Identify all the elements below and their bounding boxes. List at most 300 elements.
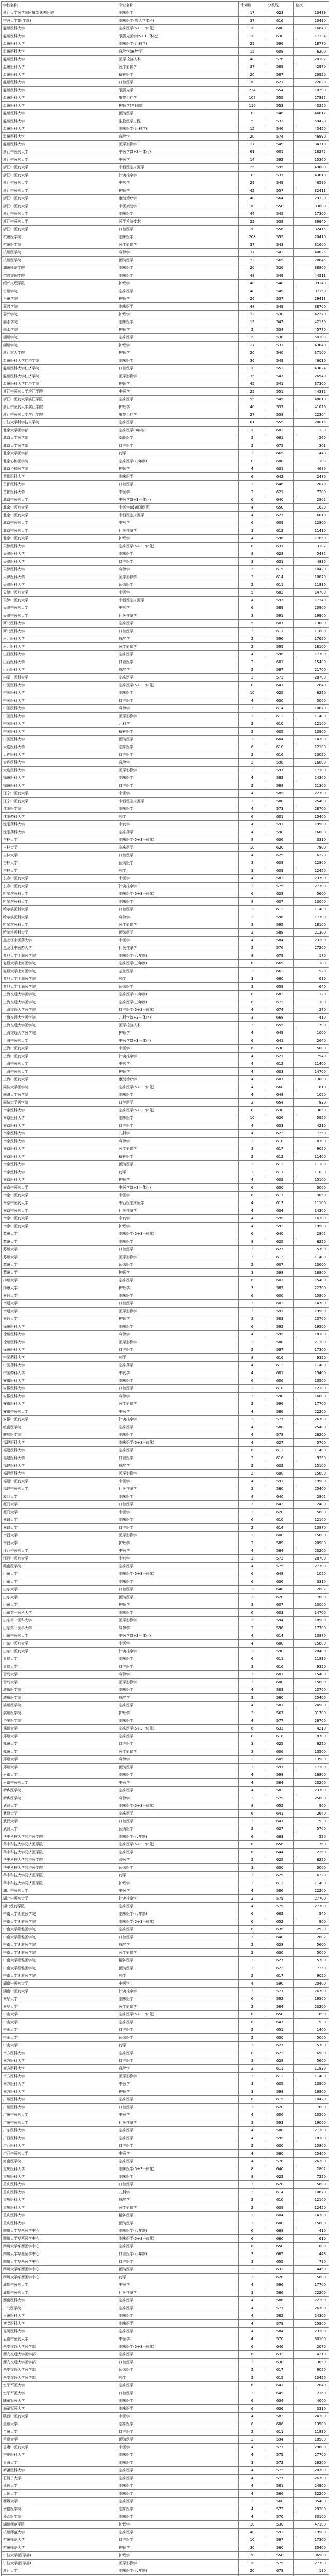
table-row — [2, 172, 329, 179]
school-cell: 厦门大学 — [2, 1493, 117, 1501]
rank-cell: 448 — [294, 2250, 329, 2258]
table-row — [2, 218, 329, 226]
score-cell: 627 — [266, 1246, 294, 1253]
school-cell: 南通大学 — [2, 1292, 117, 1300]
major-cell: 生物医学工程 — [117, 117, 239, 125]
score-cell: 587 — [266, 666, 294, 674]
major-cell: 临床医学(5+3一体化) — [117, 2011, 239, 2019]
major-cell: 护理学 — [117, 295, 239, 303]
table-row — [2, 79, 329, 87]
rank-cell: 11400 — [294, 1153, 329, 1161]
table-row — [2, 1547, 329, 1555]
table-row — [2, 2498, 329, 2505]
rank-cell: 21300 — [294, 2127, 329, 2134]
table-row — [2, 1161, 329, 1168]
school-cell: 中国医科大学 — [2, 728, 117, 736]
plan-count-cell: 6 — [239, 1841, 266, 1849]
major-cell: 口腔医学 — [117, 1122, 239, 1130]
rank-cell: 15800 — [294, 1470, 329, 1478]
school-cell: 吉林大学 — [2, 859, 117, 867]
major-cell: 麻醉学 — [117, 705, 239, 713]
major-cell: 临床医学 — [117, 1238, 239, 1246]
table-row — [2, 921, 329, 929]
table-row — [2, 674, 329, 682]
table-row — [2, 2073, 329, 2080]
rank-cell: 35400 — [294, 2498, 329, 2505]
school-cell: 青岛大学 — [2, 1671, 117, 1679]
school-cell: 上海交通大学医学院 — [2, 1014, 117, 1022]
score-cell: 598 — [266, 1771, 294, 1779]
major-cell: 麻醉学 — [117, 1624, 239, 1632]
score-cell: 620 — [266, 2104, 294, 2111]
rank-cell: 103 — [294, 457, 329, 465]
rank-cell: 11100 — [294, 1199, 329, 1207]
table-row — [2, 1083, 329, 1091]
major-cell: 口腔医学 — [117, 628, 239, 635]
rank-cell: 16800 — [294, 828, 329, 836]
rank-cell: 7250 — [294, 2173, 329, 2181]
major-cell: 口腔医学 — [117, 1385, 239, 1393]
score-cell: 650 — [266, 2243, 294, 2250]
major-cell: 口腔医学 — [117, 2428, 239, 2436]
table-row — [2, 241, 329, 249]
plan-count-cell: 2 — [239, 1462, 266, 1470]
table-row — [2, 2165, 329, 2173]
table-row — [2, 2150, 329, 2158]
table-row — [2, 1354, 329, 1362]
school-cell: 安徽中医药大学 — [2, 1408, 117, 1416]
rank-cell: 13000 — [294, 1076, 329, 1083]
school-cell: 潍坊医学院 — [2, 1686, 117, 1694]
rank-cell: 17650 — [294, 535, 329, 543]
rank-cell: 410 — [294, 2227, 329, 2235]
major-cell: 口腔医学 — [117, 2359, 239, 2366]
score-cell: 611 — [266, 2065, 294, 2073]
major-cell: 预防医学 — [117, 110, 239, 117]
major-cell: 儿科学 — [117, 1130, 239, 1138]
score-cell: 556 — [266, 226, 294, 233]
plan-count-cell: 3 — [239, 1014, 266, 1022]
major-cell: 临床医学(八年制) — [117, 2227, 239, 2235]
table-row — [2, 1609, 329, 1617]
rank-cell: 59420 — [294, 117, 329, 125]
school-cell: 郑州大学 — [2, 1748, 117, 1756]
score-cell: 598 — [266, 2088, 294, 2096]
school-cell: 广州中医药大学 — [2, 2111, 117, 2119]
score-cell: 637 — [266, 543, 294, 550]
table-row — [2, 1709, 329, 1717]
table-row — [2, 1223, 329, 1230]
rank-cell: 20400 — [294, 1980, 329, 1988]
rank-cell: 43040 — [294, 342, 329, 349]
score-cell: 660 — [266, 2235, 294, 2243]
score-cell: 605 — [266, 1756, 294, 1764]
major-cell: 护理学 — [117, 1879, 239, 1887]
school-cell: 嘉兴学院 — [2, 303, 117, 311]
rank-cell: 12100 — [294, 1516, 329, 1524]
rank-cell: 43450 — [294, 125, 329, 133]
rank-cell: 22020 — [294, 79, 329, 87]
school-cell: 浙江中医药大学 — [2, 226, 117, 233]
school-cell: 上海中医药大学 — [2, 1068, 117, 1076]
rank-cell: 2640 — [294, 682, 329, 689]
score-cell: 595 — [266, 643, 294, 651]
rank-cell: 17650 — [294, 635, 329, 643]
score-cell: 583 — [266, 875, 294, 883]
score-cell: 610 — [266, 720, 294, 728]
rank-cell: 10420 — [294, 2096, 329, 2104]
score-cell: 640 — [266, 496, 294, 504]
score-cell: 622 — [266, 1964, 294, 1972]
score-cell: 616 — [266, 1454, 294, 1462]
rank-cell: 14700 — [294, 589, 329, 597]
table-row — [2, 566, 329, 573]
rank-cell: 18500 — [294, 2436, 329, 2444]
rank-cell: 44312 — [294, 388, 329, 396]
rank-cell: 380 — [294, 960, 329, 968]
plan-count-cell: 48 — [239, 303, 266, 311]
table-body — [2, 9, 329, 2576]
plan-count-cell: 4 — [239, 2451, 266, 2459]
table-row — [2, 867, 329, 875]
school-cell: 海军军医大学 — [2, 2405, 117, 2413]
major-cell: 医学影像学 — [117, 767, 239, 774]
rank-cell: 48010 — [294, 396, 329, 403]
school-cell: 徐州医科大学 — [2, 1331, 117, 1338]
plan-count-cell: 4 — [239, 697, 266, 705]
table-row — [2, 63, 329, 71]
rank-cell: 10870 — [294, 1632, 329, 1640]
rank-cell: 26700 — [294, 1717, 329, 1725]
school-cell: 厦门大学 — [2, 1509, 117, 1516]
plan-count-cell: 3 — [239, 906, 266, 913]
plan-count-cell: 10 — [239, 365, 266, 372]
rank-cell: 38800 — [294, 264, 329, 272]
table-row — [2, 1586, 329, 1594]
rank-cell: 23200 — [294, 2328, 329, 2335]
score-cell: 547 — [266, 372, 294, 380]
rank-cell: 27700 — [294, 2560, 329, 2567]
school-cell: 上海中医药大学 — [2, 1060, 117, 1068]
plan-count-cell: 4 — [239, 512, 266, 519]
plan-count-cell: 4 — [239, 2281, 266, 2289]
plan-count-cell: 17 — [239, 9, 266, 17]
table-row — [2, 1199, 329, 1207]
table-row — [2, 1122, 329, 1130]
major-cell: 中医学 — [117, 2080, 239, 2088]
plan-count-cell: 10 — [239, 32, 266, 40]
score-cell: 610 — [266, 1516, 294, 1524]
school-cell: 浙江中医药大学滨江学院 — [2, 396, 117, 403]
score-cell: 600 — [266, 1640, 294, 1648]
school-cell: 四川大学华西医学中心 — [2, 2274, 117, 2281]
table-row — [2, 1192, 329, 1199]
school-cell: 新疆医科大学 — [2, 2467, 117, 2475]
plan-count-cell: 2 — [239, 2389, 266, 2397]
school-cell: 西安交通大学医学部 — [2, 2374, 117, 2382]
rank-cell: 4830 — [294, 558, 329, 566]
school-cell: 大理大学 — [2, 2490, 117, 2498]
plan-count-cell: 3 — [239, 2189, 266, 2196]
table-row — [2, 782, 329, 790]
table-row — [2, 1509, 329, 1516]
plan-count-cell: 2 — [239, 767, 266, 774]
score-cell: 611 — [266, 581, 294, 589]
major-cell: 临床医学(八年制) — [117, 952, 239, 960]
rank-cell: 5600 — [294, 1509, 329, 1516]
rank-cell: 11400 — [294, 1447, 329, 1454]
school-cell: 甘肃中医药大学 — [2, 2444, 117, 2451]
table-row — [2, 1153, 329, 1161]
major-cell: 麻醉学 — [117, 1331, 239, 1338]
table-row — [2, 56, 329, 63]
score-cell: 661 — [266, 434, 294, 442]
plan-count-cell: 3 — [239, 2088, 266, 2096]
major-cell: 针灸推拿学 — [117, 1207, 239, 1215]
table-row — [2, 2382, 329, 2389]
rank-cell: 13500 — [294, 1377, 329, 1385]
major-cell: 临床医学 — [117, 674, 239, 682]
table-row — [2, 1895, 329, 1903]
rank-cell: 5600 — [294, 890, 329, 898]
score-cell: 597 — [266, 597, 294, 604]
plan-count-cell: 6 — [239, 1725, 266, 1733]
school-cell: 南京医科大学 — [2, 1153, 117, 1161]
major-cell: 临床医学(八年制) — [117, 991, 239, 998]
school-cell: 上海中医药大学 — [2, 1076, 117, 1083]
score-cell: 591 — [266, 821, 294, 828]
score-cell: 553 — [266, 365, 294, 372]
rank-cell: 4210 — [294, 1725, 329, 1733]
rank-cell: 5000 — [294, 1949, 329, 1957]
table-row — [2, 148, 329, 156]
score-cell: 573 — [266, 1555, 294, 1563]
rank-cell: 15400 — [294, 813, 329, 821]
plan-count-cell: 15 — [239, 125, 266, 133]
score-cell: 555 — [266, 94, 294, 102]
school-cell: 安徽中医药大学 — [2, 1416, 117, 1423]
school-cell: 杭州师范大学 — [2, 2529, 117, 2536]
rank-cell: 18500 — [294, 1617, 329, 1624]
major-cell: 临床医学 — [117, 1849, 239, 1856]
score-cell: 669 — [266, 960, 294, 968]
rank-cell: 14700 — [294, 1068, 329, 1076]
score-cell: 575 — [266, 1903, 294, 1910]
rank-cell: 5000 — [294, 1864, 329, 1872]
score-cell: 607 — [266, 1261, 294, 1269]
plan-count-cell: 48 — [239, 272, 266, 280]
score-cell: 611 — [266, 1168, 294, 1176]
rank-cell: 15800 — [294, 1679, 329, 1686]
score-cell: 577 — [266, 2304, 294, 2312]
major-cell: 基础医学 — [117, 968, 239, 975]
school-cell: 海南医学院 — [2, 2158, 117, 2165]
school-cell: 南京医科大学 — [2, 1168, 117, 1176]
plan-count-cell: 4 — [239, 774, 266, 782]
plan-count-cell: 2 — [239, 1825, 266, 1833]
plan-count-cell: 20 — [239, 71, 266, 79]
school-cell: 吉林大学 — [2, 844, 117, 852]
school-cell: 宁波大学科学技术学院 — [2, 419, 117, 427]
plan-count-cell: 6 — [239, 2382, 266, 2389]
school-cell: 天津医科大学 — [2, 543, 117, 550]
rank-cell: 5950 — [294, 1114, 329, 1122]
rank-cell: 130 — [294, 427, 329, 434]
rank-cell: 900 — [294, 1802, 329, 1810]
school-cell: 青岛大学 — [2, 1679, 117, 1686]
rank-cell: 6200 — [294, 48, 329, 56]
plan-count-cell: 4 — [239, 2335, 266, 2343]
table-row — [2, 2042, 329, 2049]
rank-cell: 39940 — [294, 218, 329, 226]
plan-count-cell: 17 — [239, 141, 266, 148]
plan-count-cell: 2 — [239, 434, 266, 442]
major-cell: 口腔医学 — [117, 852, 239, 859]
rank-cell: 21300 — [294, 782, 329, 790]
score-cell: 641 — [266, 682, 294, 689]
rank-cell: 12100 — [294, 1385, 329, 1393]
major-cell: 针灸推拿学 — [117, 527, 239, 535]
table-row — [2, 1022, 329, 1029]
plan-count-cell: 3 — [239, 450, 266, 457]
plan-count-cell: 6 — [239, 2011, 266, 2019]
major-cell: 临床医学 — [117, 287, 239, 295]
plan-count-cell: 2 — [239, 720, 266, 728]
score-cell: 589 — [266, 63, 294, 71]
table-row — [2, 975, 329, 983]
plan-count-cell: 2 — [239, 442, 266, 450]
major-cell: 临床医学(八年制) — [117, 2567, 239, 2575]
table-row — [2, 365, 329, 372]
score-cell: 597 — [266, 1346, 294, 1354]
table-row — [2, 156, 329, 164]
school-cell: 北京大学医学部 — [2, 442, 117, 450]
major-cell: 中药学 — [117, 604, 239, 612]
school-cell: 上海交通大学医学院 — [2, 1029, 117, 1037]
rank-cell: 1400 — [294, 2026, 329, 2034]
school-cell: 天津医科大学 — [2, 581, 117, 589]
score-cell: 588 — [266, 2127, 294, 2134]
rank-cell: 610 — [294, 2235, 329, 2243]
rank-cell: 27700 — [294, 2451, 329, 2459]
plan-count-cell: 4 — [239, 2134, 266, 2142]
school-cell: 南通大学 — [2, 1308, 117, 1315]
school-cell: 空军军医大学 — [2, 2382, 117, 2389]
rank-cell: 11400 — [294, 1879, 329, 1887]
table-row — [2, 1516, 329, 1524]
plan-count-cell: 2 — [239, 782, 266, 790]
score-cell: 640 — [266, 2165, 294, 2173]
score-cell: 560 — [266, 2544, 294, 2552]
plan-count-cell: 6 — [239, 496, 266, 504]
table-row — [2, 929, 329, 937]
school-cell: 四川大学华西医学中心 — [2, 2227, 117, 2235]
rank-cell: 6220 — [294, 852, 329, 859]
score-cell: 636 — [266, 836, 294, 844]
table-row — [2, 195, 329, 202]
table-row — [2, 2196, 329, 2204]
score-cell: 644 — [266, 1849, 294, 1856]
score-cell: 616 — [266, 17, 294, 25]
rank-cell: 32411 — [294, 187, 329, 195]
school-cell: 台州学院 — [2, 287, 117, 295]
major-cell: 临床医学 — [117, 2482, 239, 2490]
rank-cell: 23700 — [294, 1787, 329, 1794]
score-cell: 617 — [266, 2366, 294, 2374]
plan-count-cell: 30 — [239, 2544, 266, 2552]
table-row — [2, 991, 329, 998]
plan-count-cell: 6 — [239, 1516, 266, 1524]
table-row — [2, 1779, 329, 1787]
table-row — [2, 1725, 329, 1733]
table-row — [2, 1663, 329, 1671]
school-cell: 西安交通大学医学部 — [2, 2351, 117, 2359]
plan-count-cell: 2 — [239, 1532, 266, 1539]
major-cell: 药学 — [117, 2274, 239, 2281]
plan-count-cell: 3 — [239, 1879, 266, 1887]
major-cell: 麻醉学 — [117, 1941, 239, 1949]
score-cell: 589 — [266, 1539, 294, 1547]
major-cell: 临床医学 — [117, 2382, 239, 2389]
table-row — [2, 1648, 329, 1655]
score-cell: 595 — [266, 1331, 294, 1338]
score-cell: 578 — [266, 1431, 294, 1439]
rank-cell: 11400 — [294, 1060, 329, 1068]
rank-cell: 18277 — [294, 148, 329, 156]
rank-cell: 19500 — [294, 1323, 329, 1331]
major-cell: 临床医学(8年制) — [117, 427, 239, 434]
rank-cell: 44511 — [294, 272, 329, 280]
score-cell: 649 — [266, 1029, 294, 1037]
plan-count-cell: 15 — [239, 48, 266, 56]
major-cell: 临床医学 — [117, 357, 239, 365]
table-row — [2, 2297, 329, 2304]
table-row — [2, 2513, 329, 2521]
table-row — [2, 465, 329, 473]
table-row — [2, 2243, 329, 2250]
rank-cell: 22200 — [294, 2289, 329, 2297]
school-cell: 哈尔滨医科大学 — [2, 890, 117, 898]
major-cell: 临床医学(5+3一体化) — [117, 682, 239, 689]
major-cell: 护理学 — [117, 535, 239, 543]
rank-cell: 3310 — [294, 836, 329, 844]
rank-cell: 2070 — [294, 481, 329, 488]
plan-count-cell: 4 — [239, 2158, 266, 2165]
major-cell: 临床医学 — [117, 2405, 239, 2413]
school-cell: 南京医科大学 — [2, 1114, 117, 1122]
table-row — [2, 303, 329, 311]
table-row — [2, 1717, 329, 1725]
table-row — [2, 1532, 329, 1539]
score-cell: 611 — [266, 628, 294, 635]
score-cell: 660 — [266, 1083, 294, 1091]
school-cell: 湖北中医药大学 — [2, 1895, 117, 1903]
rank-cell: 2640 — [294, 1810, 329, 1818]
plan-count-cell: 8 — [239, 2165, 266, 2173]
score-cell: 539 — [266, 218, 294, 226]
major-cell: 麻醉学 — [117, 666, 239, 674]
score-cell: 584 — [266, 2003, 294, 2011]
plan-count-cell: 3 — [239, 2258, 266, 2266]
plan-count-cell: 6 — [239, 1849, 266, 1856]
table-row — [2, 2281, 329, 2289]
rank-cell: 5700 — [294, 1439, 329, 1447]
table-row — [2, 403, 329, 411]
plan-count-cell: 4 — [239, 2127, 266, 2134]
plan-count-cell: 6 — [239, 1277, 266, 1284]
plan-count-cell: 20 — [239, 2567, 266, 2575]
plan-count-cell: 2 — [239, 1539, 266, 1547]
